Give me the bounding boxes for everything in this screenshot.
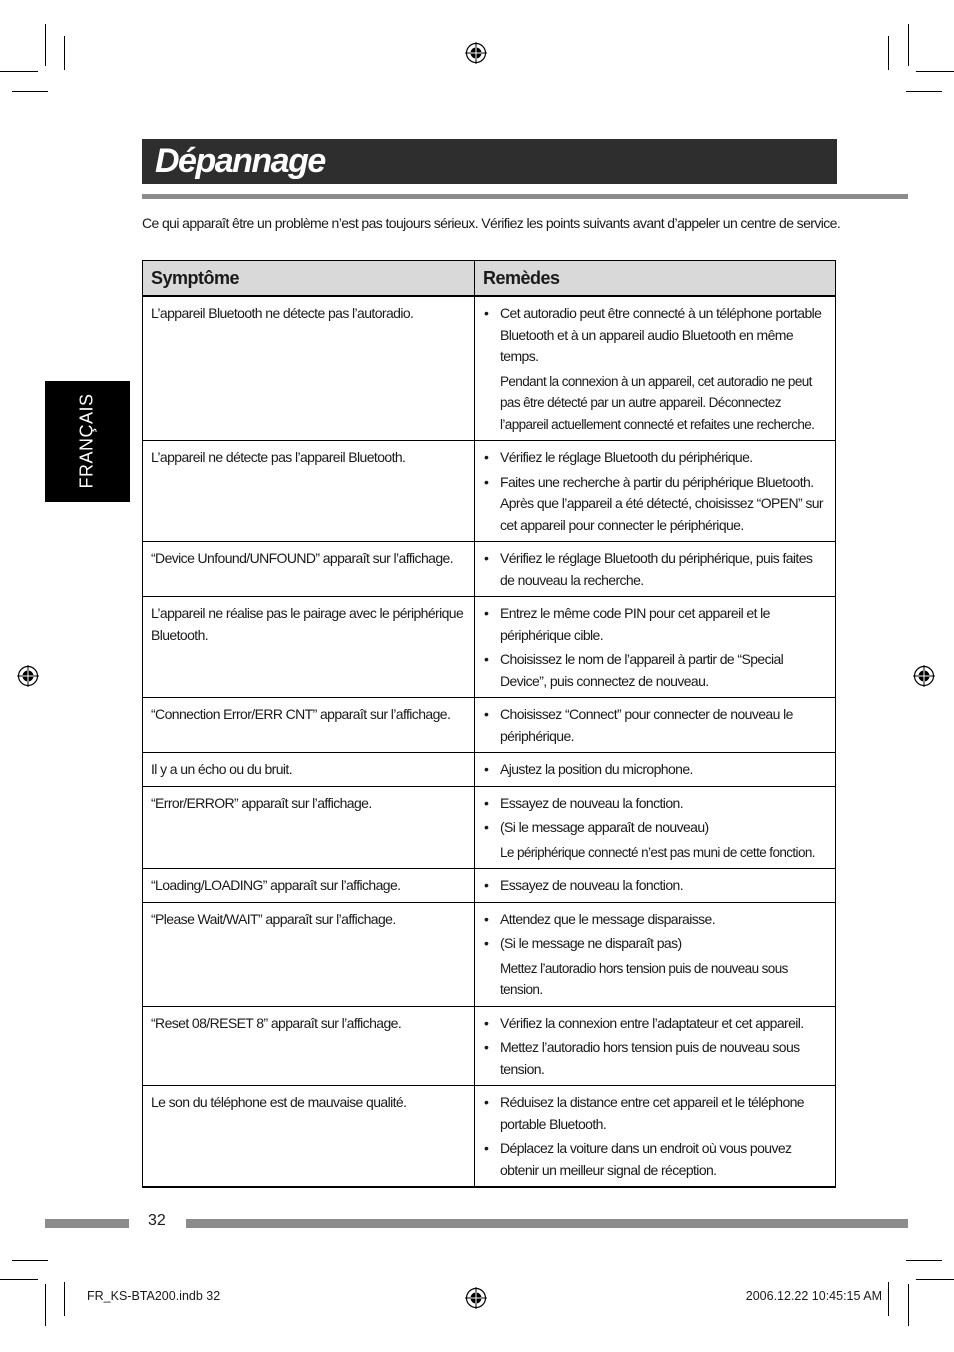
footer-bar bbox=[45, 1219, 129, 1228]
bullet-icon: • bbox=[484, 1140, 489, 1156]
remedy-text: Choisissez “Connect” pour connecter de nouveau le périphérique. bbox=[500, 706, 793, 744]
remedy-text: Mettez l’autoradio hors tension puis de nouveau sous tension. bbox=[500, 1039, 800, 1077]
page-title: Dépannage bbox=[155, 142, 325, 180]
remedy-item bbox=[483, 472, 827, 537]
remedy-item bbox=[483, 548, 827, 591]
remedies-header: Remèdes bbox=[475, 261, 836, 297]
remedy-text: (Si le message ne disparaît pas) bbox=[500, 935, 682, 951]
remedy-list bbox=[483, 704, 827, 747]
remedy-list bbox=[483, 303, 827, 435]
bullet-icon: • bbox=[484, 305, 489, 321]
bullet-icon: • bbox=[484, 877, 489, 893]
remedy-note: Le périphérique connecté n’est pas muni de cette fonction. bbox=[500, 844, 815, 860]
registration-mark-icon bbox=[913, 665, 935, 687]
crop-mark bbox=[916, 71, 954, 72]
symptom-cell: L’appareil Bluetooth ne détecte pas l’autoradio. bbox=[143, 296, 475, 441]
crop-mark bbox=[906, 1260, 942, 1261]
table-body bbox=[143, 296, 836, 1187]
symptom-cell: “Reset 08/RESET 8” apparaît sur l’affichage. bbox=[143, 1006, 475, 1086]
remedies-cell bbox=[475, 1006, 836, 1086]
remedy-list bbox=[483, 447, 827, 536]
remedy-item bbox=[483, 759, 827, 781]
page-number: 32 bbox=[148, 1212, 166, 1229]
remedy-text: Déplacez la voiture dans un endroit où vous pouvez obtenir un meilleur signal de réception. bbox=[500, 1140, 792, 1178]
remedies-cell bbox=[475, 296, 836, 441]
table-row bbox=[143, 902, 836, 1006]
symptom-cell: L’appareil ne réalise pas le pairage avec le périphérique Bluetooth. bbox=[143, 597, 475, 698]
symptom-cell: “Device Unfound/UNFOUND” apparaît sur l’affichage. bbox=[143, 542, 475, 597]
remedy-item bbox=[483, 704, 827, 747]
bullet-icon: • bbox=[484, 819, 489, 835]
remedy-text: Cet autoradio peut être connecté à un téléphone portable Bluetooth et à un appareil audio Bluetooth en même temps. bbox=[500, 305, 822, 364]
symptom-cell: L’appareil ne détecte pas l’appareil Bluetooth. bbox=[143, 441, 475, 542]
crop-mark bbox=[908, 24, 909, 66]
remedies-cell bbox=[475, 786, 836, 869]
crop-mark bbox=[916, 1279, 954, 1280]
remedy-item bbox=[483, 933, 827, 1001]
remedy-text: Essayez de nouveau la fonction. bbox=[500, 794, 683, 811]
bullet-icon: • bbox=[484, 1094, 489, 1110]
table-row bbox=[143, 597, 836, 698]
remedy-text: Entrez le même code PIN pour cet appareil et le périphérique cible. bbox=[500, 605, 770, 643]
crop-mark bbox=[888, 1282, 889, 1316]
bullet-icon: • bbox=[484, 761, 489, 777]
table-row bbox=[143, 441, 836, 542]
remedy-text: Essayez de nouveau la fonction. bbox=[500, 877, 683, 893]
bullet-icon: • bbox=[484, 706, 489, 722]
table-row bbox=[143, 753, 836, 787]
remedy-item bbox=[483, 1037, 827, 1080]
remedy-list bbox=[483, 759, 827, 781]
remedies-cell bbox=[475, 1086, 836, 1188]
bullet-icon: • bbox=[484, 605, 489, 621]
bullet-icon: • bbox=[484, 794, 489, 811]
remedy-text: Vérifiez le réglage Bluetooth du périphérique, puis faites de nouveau la recherche. bbox=[500, 550, 813, 588]
remedy-item bbox=[483, 817, 827, 863]
bullet-icon: • bbox=[484, 550, 489, 566]
bullet-icon: • bbox=[484, 651, 489, 667]
crop-mark bbox=[0, 71, 38, 72]
crop-mark bbox=[12, 1260, 48, 1261]
title-bar bbox=[142, 139, 837, 184]
table-row bbox=[143, 542, 836, 597]
bullet-icon: • bbox=[484, 449, 489, 465]
registration-mark-icon bbox=[465, 42, 487, 64]
crop-mark bbox=[45, 24, 46, 66]
table-row bbox=[143, 1086, 836, 1188]
remedy-item bbox=[483, 1092, 827, 1135]
footer-bar bbox=[186, 1219, 908, 1228]
remedies-cell bbox=[475, 698, 836, 753]
remedy-text: Vérifiez la connexion entre l’adaptateur et cet appareil. bbox=[500, 1014, 804, 1031]
crop-mark bbox=[888, 36, 889, 70]
crop-mark bbox=[64, 36, 65, 70]
table-row bbox=[143, 698, 836, 753]
crop-mark bbox=[908, 1284, 909, 1326]
crop-mark bbox=[906, 91, 942, 92]
table-row bbox=[143, 1006, 836, 1086]
registration-mark-icon bbox=[465, 1287, 487, 1309]
symptom-cell: “Please Wait/WAIT” apparaît sur l’affichage. bbox=[143, 902, 475, 1006]
remedy-list bbox=[483, 548, 827, 591]
remedy-item bbox=[483, 649, 827, 692]
table-row bbox=[143, 869, 836, 903]
remedy-item bbox=[483, 1138, 827, 1181]
remedy-item bbox=[483, 909, 827, 931]
symptom-cell: “Loading/LOADING” apparaît sur l’affichage. bbox=[143, 869, 475, 903]
remedy-list bbox=[483, 875, 827, 897]
troubleshooting-table bbox=[142, 260, 836, 1188]
remedy-text: Réduisez la distance entre cet appareil et le téléphone portable Bluetooth. bbox=[500, 1094, 804, 1132]
remedy-text: (Si le message apparaît de nouveau) bbox=[500, 819, 709, 835]
table-row bbox=[143, 786, 836, 869]
language-tab-label: FRANÇAIS bbox=[76, 393, 97, 489]
bullet-icon: • bbox=[484, 473, 489, 490]
bullet-icon: • bbox=[484, 1039, 489, 1055]
intro-paragraph: Ce qui apparaît être un problème n’est pas toujours sérieux. Vérifiez les points suivants avant d’appeler un centre de service. bbox=[142, 215, 841, 231]
remedy-list bbox=[483, 793, 827, 864]
symptom-cell: “Connection Error/ERR CNT” apparaît sur l’affichage. bbox=[143, 698, 475, 753]
bullet-icon: • bbox=[484, 910, 489, 927]
crop-mark bbox=[12, 91, 48, 92]
remedy-list bbox=[483, 1013, 827, 1081]
crop-mark bbox=[0, 1279, 38, 1280]
remedy-text: Attendez que le message disparaisse. bbox=[500, 910, 715, 927]
remedies-cell bbox=[475, 902, 836, 1006]
remedy-item bbox=[483, 875, 827, 897]
symptom-header: Symptôme bbox=[143, 261, 475, 297]
remedies-cell bbox=[475, 441, 836, 542]
remedy-item bbox=[483, 603, 827, 646]
remedy-text: Ajustez la position du microphone. bbox=[500, 761, 693, 777]
remedy-note: Pendant la connexion à un appareil, cet autoradio ne peut pas être détecté par un autre appareil. Déconnectez l’appareil actuellement connecté et refaites une recherche. bbox=[500, 373, 815, 432]
remedy-text: Choisissez le nom de l’appareil à partir de “Special Device”, puis connectez de nouveau. bbox=[500, 651, 784, 689]
remedy-list bbox=[483, 909, 827, 1001]
language-tab bbox=[45, 381, 130, 502]
remedies-cell bbox=[475, 542, 836, 597]
remedy-item bbox=[483, 793, 827, 815]
title-rule bbox=[142, 194, 908, 199]
remedy-item bbox=[483, 1013, 827, 1035]
remedies-cell bbox=[475, 869, 836, 903]
table-row bbox=[143, 296, 836, 441]
crop-mark bbox=[45, 1284, 46, 1326]
symptom-cell: Il y a un écho ou du bruit. bbox=[143, 753, 475, 787]
remedies-cell bbox=[475, 597, 836, 698]
remedy-list bbox=[483, 603, 827, 692]
table-header-row bbox=[143, 261, 836, 297]
registration-mark-icon bbox=[17, 665, 39, 687]
remedy-list bbox=[483, 1092, 827, 1181]
symptom-cell: “Error/ERROR” apparaît sur l’affichage. bbox=[143, 786, 475, 869]
crop-mark bbox=[64, 1282, 65, 1316]
print-slug-file: FR_KS-BTA200.indb 32 bbox=[87, 1289, 221, 1303]
bullet-icon: • bbox=[484, 935, 489, 951]
symptom-cell: Le son du téléphone est de mauvaise qualité. bbox=[143, 1086, 475, 1188]
remedy-text: Faites une recherche à partir du périphérique Bluetooth. Après que l’appareil a été détecté, choisissez “OPEN” sur cet appareil pour connecter le périphérique. bbox=[500, 473, 823, 533]
remedy-text: Vérifiez le réglage Bluetooth du périphérique. bbox=[500, 449, 753, 465]
remedies-cell bbox=[475, 753, 836, 787]
remedy-item bbox=[483, 303, 827, 435]
remedy-item bbox=[483, 447, 827, 469]
bullet-icon: • bbox=[484, 1014, 489, 1031]
print-slug-date: 2006.12.22 10:45:15 AM bbox=[745, 1289, 882, 1303]
remedy-note: Mettez l’autoradio hors tension puis de nouveau sous tension. bbox=[500, 960, 788, 997]
